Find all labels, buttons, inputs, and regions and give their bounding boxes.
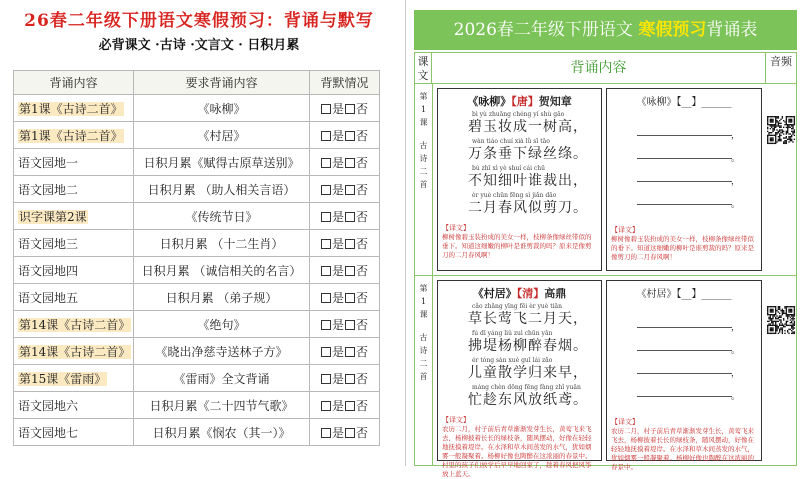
recite-content-text: 第15课《雷雨》 [19,371,107,386]
recite-content-text: 语文园地六 [18,398,79,413]
cell-status [310,257,380,284]
line-end-mark: 。 [730,200,740,210]
no-label: 否 [356,101,369,116]
no-checkbox[interactable] [345,158,355,168]
table-body [14,95,380,446]
yes-checkbox[interactable] [321,401,331,411]
lesson-label-char: 课 [419,118,428,127]
table-row [14,230,380,257]
poem-title: 《村居》 [472,287,517,300]
cell-status [310,419,380,446]
cell-recite-content [14,95,134,122]
recite-content-text: 语文园地二 [18,182,79,197]
cell-required-content: 日积月累 （诚信相关的名言） [134,257,310,284]
no-checkbox[interactable] [345,347,355,357]
poem-panel [437,88,602,271]
lesson-label [415,276,433,465]
yes-checkbox[interactable] [321,320,331,330]
no-label: 否 [356,398,369,413]
lesson-label-char: 诗 [419,154,428,163]
yes-label: 是 [331,101,344,116]
cell-recite-content [14,284,134,311]
no-checkbox[interactable] [345,266,355,276]
cell-recite-content [14,257,134,284]
cell-recite-content [14,419,134,446]
dictation-blank-line[interactable] [637,195,740,210]
poem-panel [437,280,602,478]
cell-status [310,311,380,338]
no-label: 否 [356,371,369,386]
right-banner-title [414,10,797,50]
line-end-mark: ， [730,369,740,379]
cell-required-content: 日积月累《悯农（其一）》 [134,419,310,446]
yes-checkbox[interactable] [321,239,331,249]
lesson-label-char: 二 [419,167,428,176]
recite-content-text: 语文园地一 [18,155,79,170]
lesson-label-char: 古 [419,141,428,150]
yes-checkbox[interactable] [321,428,331,438]
recite-content-text: 语文园地三 [18,236,79,251]
poem-line: 万条垂下绿丝绦。 [468,146,588,162]
recite-content-text: 语文园地七 [18,425,79,440]
cell-required-content: 《晓出净慈寺送林子方》 [134,338,310,365]
cell-recite-content [14,122,134,149]
dictation-blank-line[interactable] [637,318,740,333]
yes-label: 是 [331,317,344,332]
poem-author: 贺知章 [538,95,572,108]
table-row [14,284,380,311]
yes-checkbox[interactable] [321,131,331,141]
yes-checkbox[interactable] [321,266,331,276]
cell-recite-content [14,230,134,257]
cell-status [310,122,380,149]
no-label: 否 [356,263,369,278]
line-end-mark: ， [730,131,740,141]
cell-status [310,176,380,203]
cell-required-content: 《村居》 [134,122,310,149]
lesson-label-char: 古 [419,333,428,342]
cell-recite-content [14,365,134,392]
translation-text: 柳树像碧玉装扮成的美女一样，枝柳条像绿丝带似的垂下。知道这细嫩的柳叶是谁剪裁的吗？原来是像剪刀的二月春风啊！ [611,235,754,261]
lesson-block [414,84,797,276]
yes-checkbox[interactable] [321,185,331,195]
line-end-mark: 。 [730,154,740,164]
no-label: 否 [356,317,369,332]
lesson-label [415,84,433,275]
poem-pinyin: fú dī yáng liǔ zuì chūn yān [472,330,553,337]
translation-text: 柳树像碧玉装扮成的美女一样，枝柳条像绿丝带似的垂下。知道这细嫩的柳叶是谁剪裁的吗？原来是像剪刀的二月春风啊！ [442,233,592,259]
poem-title-line [438,285,601,301]
cell-status [310,338,380,365]
recite-content-text: 第14课《古诗二首》 [19,317,131,332]
cell-recite-content [14,311,134,338]
table-row [14,149,380,176]
cell-status [310,230,380,257]
no-checkbox[interactable] [345,185,355,195]
table-row [14,311,380,338]
recite-content-text: 语文园地五 [18,290,79,305]
line-end-mark: ， [730,177,740,187]
table-header-row [14,71,380,95]
table-row [14,338,380,365]
poem-pinyin: cǎo zhǎng yīng fēi èr yuè tiān [472,303,562,310]
table-row [14,257,380,284]
header-recite-content: 背诵内容 [14,71,134,95]
lesson-block [414,276,797,478]
poem-dynasty: 【清】 [516,287,545,300]
dictation-blank-line[interactable] [637,126,740,141]
right-table-header [414,52,797,84]
translation-text: 农历二月，村子前后青草渐渐发芽生长，黄莺飞来飞去，杨柳披着长长的绿枝条，随风摆动，好像在轻轻地抚摸着堤岸。在水泽和草木间蒸发的水气，犹如烟雾一般凝聚着。杨柳好像也陶醉在这浓丽的春景中。村里的孩子们放学后早早地回家了，趁着春风把风筝放上蓝天。 [442,425,592,478]
cell-recite-content [14,149,134,176]
no-checkbox[interactable] [345,131,355,141]
yes-label: 是 [331,155,344,170]
no-label: 否 [356,425,369,440]
recite-content-text: 语文园地四 [18,263,79,278]
dictation-blank-line[interactable] [637,364,740,379]
banner-title-part1: 2026春二年级下册语文 [453,20,633,40]
yes-label: 是 [331,236,344,251]
translation-text: 农历二月，村子前后青草渐渐发芽生长，黄莺飞来飞去，杨柳披着长长的绿枝条，随风摆动，好像在轻轻地抚摸着堤岸。在水泽和草木间蒸发的水气，犹如烟雾一般凝聚着。杨柳好像也陶醉在这浓丽的春景中。 [611,427,754,471]
table-row [14,176,380,203]
no-checkbox[interactable] [345,212,355,222]
lesson-label-char: 首 [419,372,428,381]
cell-required-content: 《绝句》 [134,311,310,338]
no-label: 否 [356,128,369,143]
no-label: 否 [356,236,369,251]
cell-required-content: 日积月累 （助人相关言语） [134,176,310,203]
line-end-mark: 。 [730,392,740,402]
yes-checkbox[interactable] [321,293,331,303]
translation-label: 【译文】 [611,226,639,234]
dictation-panel [606,280,762,471]
translation-label: 【译文】 [442,224,470,232]
lesson-label-char: 1 [420,297,427,306]
poem-pinyin: ér tóng sàn xué guī lái zǎo [472,357,553,364]
no-checkbox[interactable] [345,104,355,114]
cell-status [310,203,380,230]
no-label: 否 [356,209,369,224]
header-status: 背默情况 [310,71,380,95]
left-document-page [0,0,398,466]
cell-required-content: 《咏柳》 [134,95,310,122]
cell-status [310,392,380,419]
table-row [14,203,380,230]
no-checkbox[interactable] [345,293,355,303]
recite-content-text: 识字课第2课 [19,209,87,224]
poem-line: 草长莺飞二月天， [468,311,588,327]
yes-label: 是 [331,344,344,359]
translation-label: 【译文】 [442,416,470,424]
table-row [14,419,380,446]
yes-label: 是 [331,209,344,224]
lesson-label-char: 第 [419,284,428,293]
lesson-label-char: 二 [419,359,428,368]
yes-checkbox[interactable] [321,212,331,222]
poem-title-line [438,93,601,109]
left-page-title: 26春二年级下册语文寒假预习：背诵与默写 [24,11,374,31]
recite-content-text: 第14课《古诗二首》 [19,344,131,359]
cell-status [310,95,380,122]
cell-recite-content [14,203,134,230]
table-row [14,365,380,392]
audio-qr-code[interactable] [767,116,795,144]
cell-status [310,284,380,311]
poem-title: 《咏柳》 [467,95,512,108]
poem-line: 不知细叶谁裁出， [468,173,588,189]
recite-content-text: 第1课《古诗二首》 [19,101,123,116]
cell-required-content: 《传统节日》 [134,203,310,230]
lesson-label-char: 第 [419,92,428,101]
no-checkbox[interactable] [345,239,355,249]
header-required-content: 要求背诵内容 [134,71,310,95]
recite-content-text: 第1课《古诗二首》 [19,128,123,143]
cell-required-content: 《雷雨》全文背诵 [134,365,310,392]
cell-required-content: 日积月累 （十二生肖） [134,230,310,257]
poem-pinyin: wàn tiáo chuí xià lǜ sī tāo [472,138,550,145]
cell-status [310,149,380,176]
poem-pinyin: máng chèn dōng fēng fàng zhǐ yuān [472,384,581,391]
no-label: 否 [356,344,369,359]
no-label: 否 [356,182,369,197]
audio-qr-code[interactable] [767,306,795,334]
no-checkbox[interactable] [345,401,355,411]
header-recite-content: 背诵内容 [432,52,766,84]
yes-label: 是 [331,371,344,386]
header-lesson: 课文 [414,52,432,84]
yes-checkbox[interactable] [321,347,331,357]
table-row [14,122,380,149]
lesson-label-char: 1 [420,105,427,114]
yes-label: 是 [331,263,344,278]
dictation-title: 《咏柳》【__】______ [636,97,732,108]
cell-required-content: 日积月累 （弟子规） [134,284,310,311]
line-end-mark: ， [730,323,740,333]
poem-pinyin: èr yuè chūn fēng sì jiǎn dāo [472,192,557,199]
dictation-blank-line[interactable] [637,149,740,164]
yes-label: 是 [331,425,344,440]
yes-label: 是 [331,290,344,305]
lesson-label-char: 首 [419,180,428,189]
yes-checkbox[interactable] [321,158,331,168]
yes-checkbox[interactable] [321,104,331,114]
cell-recite-content [14,338,134,365]
poem-line: 拂堤杨柳醉春烟。 [468,338,588,354]
recitation-checklist-table [13,70,380,446]
dictation-panel [606,88,762,271]
banner-title-highlight: 寒假预习 [638,20,707,40]
poem-dynasty: 【唐】 [511,95,539,108]
dictation-blank-line[interactable] [637,172,740,187]
left-page-subtitle: 必背课文 ·古诗 ·文言文 · 日积月累 [98,38,300,53]
cell-recite-content [14,392,134,419]
dictation-blank-line[interactable] [637,387,740,402]
yes-label: 是 [331,398,344,413]
poem-line: 碧玉妆成一树高， [468,119,588,135]
translation-label: 【译文】 [611,418,639,426]
lesson-label-char: 课 [419,310,428,319]
yes-checkbox[interactable] [321,374,331,384]
yes-label: 是 [331,128,344,143]
poem-line: 二月春风似剪刀。 [468,200,588,216]
cell-recite-content [14,176,134,203]
poem-line: 儿童散学归来早， [468,365,588,381]
no-checkbox[interactable] [345,320,355,330]
poem-pinyin: bì yù zhuāng chéng yí shù gāo [472,111,565,118]
cell-status [310,365,380,392]
table-row [14,392,380,419]
cell-required-content: 日积月累《二十四节气歌》 [134,392,310,419]
right-document-page [405,0,800,478]
dictation-title: 《村居》【__】______ [636,289,732,300]
line-end-mark: 。 [730,346,740,356]
poem-author: 高鼎 [544,287,567,300]
dictation-blank-line[interactable] [637,341,740,356]
table-row [14,95,380,122]
no-label: 否 [356,290,369,305]
lesson-label-char: 诗 [419,346,428,355]
no-checkbox[interactable] [345,374,355,384]
no-checkbox[interactable] [345,428,355,438]
banner-title-part2: 背诵表 [706,20,758,40]
poem-line: 忙趁东风放纸鸢。 [468,392,588,408]
yes-label: 是 [331,182,344,197]
header-audio: 音频 [766,52,797,84]
poem-pinyin: bù zhī xì yè shuí cái chū [472,165,546,172]
no-label: 否 [356,155,369,170]
cell-required-content: 日积月累《赋得古原草送别》 [134,149,310,176]
